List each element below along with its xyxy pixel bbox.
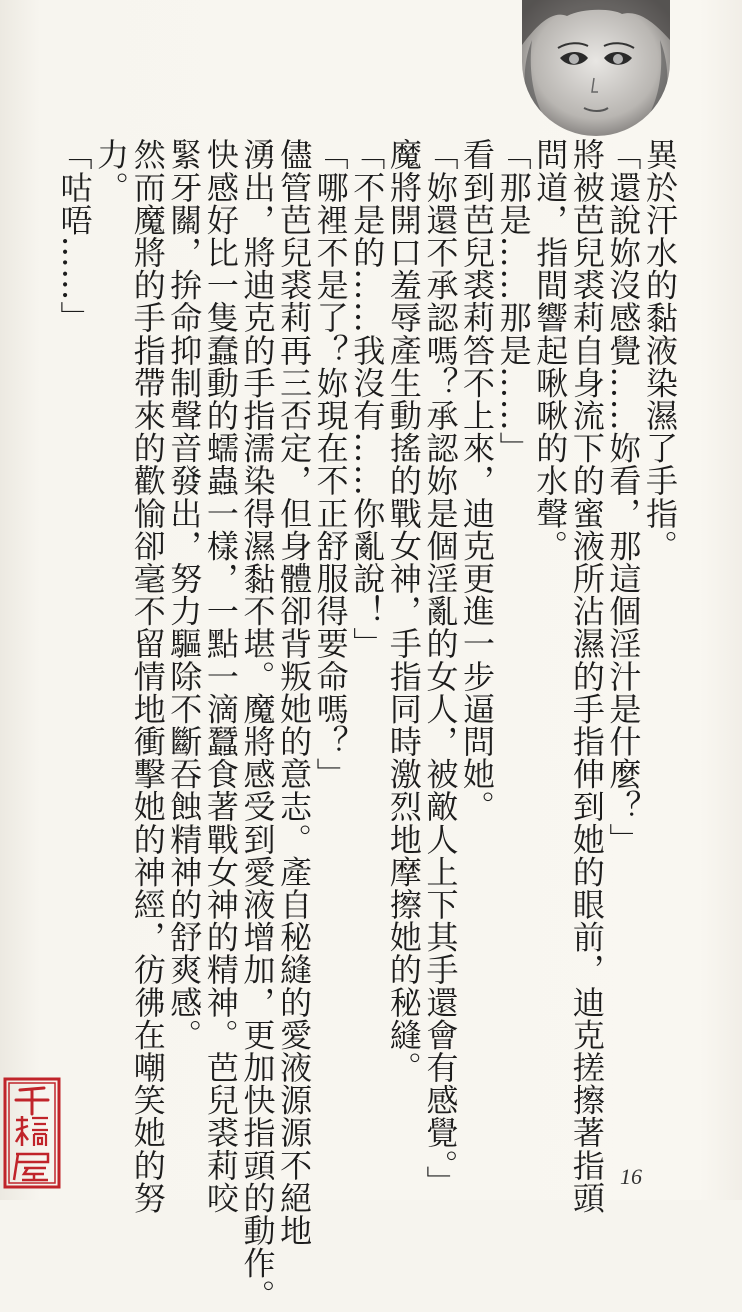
- text-line: 緊牙關，拚命抑制聲音發出，努力驅除不斷吞蝕精神的舒爽感。: [165, 138, 204, 1051]
- girl-portrait-icon: [522, 0, 670, 136]
- text-line: 「那是……那是……」: [494, 138, 533, 464]
- text-line: 魔將開口羞辱產生動搖的戰女神，手指同時激烈地摩擦她的秘縫。: [384, 138, 423, 1084]
- text-line: 將被芭兒裘莉自身流下的蜜液所沾濕的手指伸到她的眼前，迪克搓擦著指頭: [567, 138, 606, 1214]
- text-line: 「哪裡不是了？妳現在不正舒服得要命嗎？」: [311, 138, 350, 790]
- text-line: 異於汗水的黏液染濕了手指。: [641, 138, 679, 562]
- text-line: 力。: [92, 138, 131, 204]
- text-line: 儘管芭兒裘莉再三否定，但身體卻背叛她的意志。產自秘縫的愛液源源不絕地: [275, 138, 314, 1247]
- text-line: 湧出，將迪克的手指濡染得濕黏不堪。魔將感受到愛液增加，更加快指頭的動作。: [238, 138, 277, 1312]
- text-line: 「還說妳沒感覺……妳看，那這個淫汁是什麼？」: [604, 138, 643, 856]
- text-line: 「妳還不承認嗎？承認妳是個淫亂的女人，被敵人上下其手還會有感覺。」: [421, 138, 460, 1198]
- text-line: 「不是的……我沒有……你亂說！」: [348, 138, 387, 660]
- text-line: 問道，指間響起啾啾的水聲。: [531, 138, 570, 562]
- text-line: 然而魔將的手指帶來的歡愉卻毫不留情地衝擊她的神經，彷彿在嘲笑她的努: [128, 138, 167, 1214]
- page-number: 16: [620, 1164, 642, 1189]
- text-line: 看到芭兒裘莉答不上來，迪克更進一步逼問她。: [458, 138, 497, 823]
- text-line: 快感好比一隻蠢動的蠕蟲一樣，一點一滴蠶食著戰女神的精神。芭兒裘莉咬: [201, 138, 240, 1214]
- red-seal-stamp-icon: [2, 1076, 62, 1190]
- text-line: 「咕唔……」: [55, 138, 94, 334]
